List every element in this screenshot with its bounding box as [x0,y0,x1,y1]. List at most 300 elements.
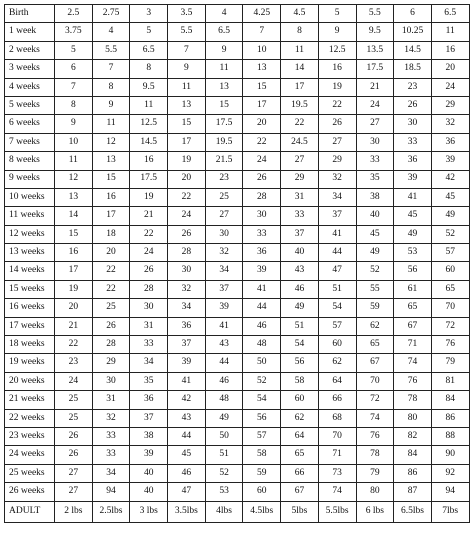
table-cell: 67 [281,483,319,501]
table-row [5,262,470,280]
table-row [5,225,470,243]
table-row [5,23,470,41]
table-cell: 37 [205,280,243,298]
table-cell: 40 [356,207,394,225]
table-cell: 9 [205,41,243,59]
table-cell: 19.5 [205,133,243,151]
table-cell: 80 [356,483,394,501]
table-cell: 26 [394,96,432,114]
table-cell: 22 [130,225,168,243]
table-cell: 39 [394,170,432,188]
table-cell: 60 [431,262,469,280]
row-label: 16 weeks [5,299,55,317]
table-cell: 27 [205,207,243,225]
table-cell: 13 [168,96,206,114]
table-cell: 6 [55,60,93,78]
table-cell: 62 [281,409,319,427]
table-cell: 49 [394,225,432,243]
row-label: 23 weeks [5,427,55,445]
table-row [5,280,470,298]
table-cell: 65 [281,446,319,464]
table-cell: 30 [394,115,432,133]
table-cell: 73 [318,464,356,482]
table-cell: 86 [431,409,469,427]
table-cell: 26 [168,225,206,243]
table-cell: 22 [92,262,130,280]
table-cell: 27 [55,464,93,482]
table-cell: 46 [243,317,281,335]
table-cell: 49 [356,244,394,262]
row-label: 1 week [5,23,55,41]
table-cell: 6 [394,5,432,23]
table-cell: 7lbs [431,501,469,522]
table-row [5,60,470,78]
table-cell: 16 [318,60,356,78]
table-cell: 34 [205,262,243,280]
table-cell: 3.5 [168,5,206,23]
table-cell: 3 [130,5,168,23]
table-cell: 27 [356,115,394,133]
table-cell: 59 [356,299,394,317]
table-cell: 11 [281,41,319,59]
table-cell: 4lbs [205,501,243,522]
table-cell: 41 [318,225,356,243]
table-cell: 2 lbs [55,501,93,522]
table-cell: 56 [394,262,432,280]
table-cell: 10 [55,133,93,151]
table-cell: 24.5 [281,133,319,151]
table-cell: 2.75 [92,5,130,23]
table-cell: 54 [243,391,281,409]
table-cell: 21 [130,207,168,225]
table-cell: 61 [394,280,432,298]
table-cell: 32 [92,409,130,427]
table-cell: 33 [356,152,394,170]
table-cell: 27 [281,152,319,170]
table-cell: 65 [394,299,432,317]
table-cell: 70 [431,299,469,317]
table-cell: 15 [55,225,93,243]
table-cell: 6 lbs [356,501,394,522]
table-cell: 2.5lbs [92,501,130,522]
table-cell: 28 [130,280,168,298]
table-cell: 13.5 [356,41,394,59]
table-cell: 36 [431,133,469,151]
row-label: 4 weeks [5,78,55,96]
row-label: 22 weeks [5,409,55,427]
table-cell: 45 [431,188,469,206]
table-row [5,78,470,96]
table-cell: 19.5 [281,96,319,114]
table-cell: 46 [205,372,243,390]
table-cell: 66 [281,464,319,482]
row-label: 9 weeks [5,170,55,188]
table-body [5,5,470,523]
table-cell: 8 [55,96,93,114]
table-row [5,170,470,188]
table-cell: 33 [243,225,281,243]
table-cell: 9 [168,60,206,78]
table-cell: 37 [281,225,319,243]
table-cell: 8 [92,78,130,96]
table-cell: 17.5 [205,115,243,133]
table-cell: 72 [356,391,394,409]
table-cell: 87 [394,483,432,501]
table-cell: 50 [243,354,281,372]
table-cell: 37 [168,336,206,354]
table-cell: 5.5lbs [318,501,356,522]
table-cell: 19 [55,280,93,298]
table-cell: 40 [130,483,168,501]
table-cell: 68 [318,409,356,427]
table-cell: 70 [356,372,394,390]
table-cell: 66 [318,391,356,409]
table-cell: 46 [281,280,319,298]
table-cell: 9 [318,23,356,41]
table-cell: 76 [394,372,432,390]
table-cell: 57 [431,244,469,262]
table-cell: 16 [55,244,93,262]
table-cell: 26 [318,115,356,133]
table-cell: 32 [168,280,206,298]
table-cell: 79 [431,354,469,372]
table-cell: 4 [205,5,243,23]
table-cell: 30 [205,225,243,243]
table-cell: 30 [168,262,206,280]
row-label: 14 weeks [5,262,55,280]
table-cell: 47 [168,483,206,501]
table-cell: 24 [130,244,168,262]
table-row [5,427,470,445]
table-cell: 36 [168,317,206,335]
table-cell: 27 [318,133,356,151]
table-cell: 41 [168,372,206,390]
table-cell: 13 [55,188,93,206]
table-cell: 45 [168,446,206,464]
table-cell: 56 [243,409,281,427]
table-cell: 34 [130,354,168,372]
table-row [5,115,470,133]
table-cell: 94 [431,483,469,501]
table-cell: 90 [431,446,469,464]
table-cell: 7 [55,78,93,96]
table-cell: 35 [130,372,168,390]
table-cell: 8 [281,23,319,41]
table-cell: 23 [205,170,243,188]
table-cell: 71 [318,446,356,464]
table-cell: 76 [356,427,394,445]
table-cell: 14 [55,207,93,225]
table-cell: 25 [92,299,130,317]
table-cell: 52 [243,372,281,390]
table-cell: 62 [318,354,356,372]
table-cell: 22 [92,280,130,298]
table-cell: 5.5 [356,5,394,23]
table-cell: 10.25 [394,23,432,41]
table-cell: 29 [92,354,130,372]
table-cell: 7 [243,23,281,41]
table-cell: 13 [92,152,130,170]
table-cell: 86 [394,464,432,482]
table-cell: 22 [243,133,281,151]
table-row [5,317,470,335]
table-cell: 76 [431,336,469,354]
weight-chart [4,4,470,523]
table-cell: 71 [394,336,432,354]
table-cell: 17 [281,78,319,96]
table-cell: 26 [55,446,93,464]
table-cell: 44 [168,427,206,445]
table-row [5,299,470,317]
table-cell: 5.5 [92,41,130,59]
table-cell: 74 [318,483,356,501]
table-cell: 33 [130,336,168,354]
table-cell: 19 [318,78,356,96]
table-cell: 43 [205,336,243,354]
table-cell: 49 [431,207,469,225]
table-cell: 30 [243,207,281,225]
table-cell: 5 [55,41,93,59]
table-cell: 34 [168,299,206,317]
table-cell: 24 [243,152,281,170]
table-row [5,96,470,114]
table-row [5,5,470,23]
table-cell: 5 [130,23,168,41]
table-row [5,41,470,59]
table-cell: 28 [243,188,281,206]
table-cell: 43 [168,409,206,427]
table-row [5,372,470,390]
table-cell: 20 [92,244,130,262]
table-row [5,391,470,409]
table-cell: 49 [281,299,319,317]
table-cell: 41 [205,317,243,335]
table-cell: 20 [168,170,206,188]
table-cell: 44 [243,299,281,317]
table-cell: 8 [130,60,168,78]
table-cell: 54 [318,299,356,317]
table-cell: 22 [281,115,319,133]
table-cell: 40 [281,244,319,262]
table-cell: 15 [205,96,243,114]
row-label: 3 weeks [5,60,55,78]
table-cell: 11 [92,115,130,133]
table-row [5,207,470,225]
table-cell: 70 [318,427,356,445]
table-cell: 26 [243,170,281,188]
table-cell: 26 [130,262,168,280]
row-label: Birth [5,5,55,23]
table-cell: 12 [92,133,130,151]
table-cell: 84 [431,391,469,409]
table-cell: 52 [356,262,394,280]
row-label: 5 weeks [5,96,55,114]
row-label: 20 weeks [5,372,55,390]
table-cell: 62 [356,317,394,335]
row-label: 25 weeks [5,464,55,482]
table-cell: 84 [394,446,432,464]
table-cell: 24 [168,207,206,225]
table-cell: 80 [394,409,432,427]
table-cell: 39 [243,262,281,280]
table-cell: 6.5 [431,5,469,23]
table-cell: 17 [55,262,93,280]
table-cell: 25 [55,391,93,409]
table-cell: 34 [318,188,356,206]
row-label: 10 weeks [5,188,55,206]
table-cell: 25 [205,188,243,206]
row-label: 17 weeks [5,317,55,335]
table-cell: 65 [431,280,469,298]
table-cell: 9.5 [356,23,394,41]
table-cell: 60 [318,336,356,354]
table-cell: 17 [168,133,206,151]
table-cell: 4.5lbs [243,501,281,522]
table-row [5,152,470,170]
table-cell: 44 [205,354,243,372]
table-cell: 33 [92,446,130,464]
table-cell: 36 [130,391,168,409]
row-label: 2 weeks [5,41,55,59]
table-cell: 48 [243,336,281,354]
table-cell: 24 [431,78,469,96]
table-cell: 9.5 [130,78,168,96]
table-cell: 36 [394,152,432,170]
table-cell: 5lbs [281,501,319,522]
table-cell: 38 [130,427,168,445]
table-row [5,409,470,427]
table-cell: 72 [431,317,469,335]
table-cell: 23 [55,354,93,372]
table-cell: 33 [394,133,432,151]
table-cell: 67 [356,354,394,372]
table-cell: 24 [356,96,394,114]
table-cell: 78 [394,391,432,409]
table-cell: 3.5lbs [168,501,206,522]
table-cell: 49 [205,409,243,427]
row-label: 24 weeks [5,446,55,464]
table-cell: 13 [243,60,281,78]
table-cell: 30 [92,372,130,390]
table-row [5,133,470,151]
table-cell: 57 [243,427,281,445]
table-cell: 44 [318,244,356,262]
table-cell: 12.5 [130,115,168,133]
table-cell: 29 [281,170,319,188]
table-cell: 65 [356,336,394,354]
row-label: 18 weeks [5,336,55,354]
table-cell: 13 [205,78,243,96]
table-cell: 29 [318,152,356,170]
table-cell: 56 [281,354,319,372]
table-row [5,464,470,482]
table-cell: 17.5 [356,60,394,78]
table-cell: 35 [356,170,394,188]
table-cell: 9 [92,96,130,114]
table-cell: 12 [55,170,93,188]
table-cell: 39 [431,152,469,170]
table-cell: 42 [168,391,206,409]
table-cell: 17.5 [130,170,168,188]
table-cell: 59 [243,464,281,482]
table-cell: 74 [394,354,432,372]
table-cell: 20 [55,299,93,317]
table-cell: 30 [130,299,168,317]
table-row [5,483,470,501]
table-cell: 17 [92,207,130,225]
table-cell: 41 [394,188,432,206]
table-cell: 22 [318,96,356,114]
table-cell: 40 [130,464,168,482]
table-cell: 15 [92,170,130,188]
table-cell: 19 [168,152,206,170]
table-cell: 42 [431,170,469,188]
table-cell: 39 [130,446,168,464]
table-cell: 11 [205,60,243,78]
table-cell: 17 [243,96,281,114]
table-cell: 18 [92,225,130,243]
table-cell: 2.5 [55,5,93,23]
table-cell: 31 [130,317,168,335]
table-cell: 46 [168,464,206,482]
table-cell: 81 [431,372,469,390]
table-cell: 53 [394,244,432,262]
table-cell: 11 [431,23,469,41]
table-cell: 22 [55,336,93,354]
table-cell: 31 [92,391,130,409]
table-cell: 24 [55,372,93,390]
table-cell: 52 [205,464,243,482]
table-cell: 4 [92,23,130,41]
table-cell: 82 [394,427,432,445]
table-cell: 4.5 [281,5,319,23]
table-cell: 43 [281,262,319,280]
table-cell: 32 [318,170,356,188]
table-cell: 26 [55,427,93,445]
table-cell: 10 [243,41,281,59]
table-cell: 22 [168,188,206,206]
table-cell: 55 [356,280,394,298]
table-cell: 37 [318,207,356,225]
table-cell: 41 [243,280,281,298]
table-cell: 21.5 [205,152,243,170]
row-label: ADULT [5,501,55,522]
table-cell: 7 [168,41,206,59]
table-cell: 11 [130,96,168,114]
table-cell: 25 [55,409,93,427]
table-cell: 23 [394,78,432,96]
row-label: 6 weeks [5,115,55,133]
table-cell: 74 [356,409,394,427]
table-cell: 54 [281,336,319,354]
table-cell: 51 [281,317,319,335]
table-cell: 57 [318,317,356,335]
table-cell: 27 [55,483,93,501]
table-row [5,336,470,354]
table-cell: 15 [168,115,206,133]
table-cell: 29 [431,96,469,114]
table-cell: 28 [168,244,206,262]
table-cell: 9 [55,115,93,133]
table-cell: 45 [394,207,432,225]
table-cell: 20 [243,115,281,133]
weight-table [4,4,470,523]
table-cell: 38 [356,188,394,206]
table-row [5,188,470,206]
table-cell: 20 [431,60,469,78]
table-row [5,244,470,262]
table-cell: 7 [92,60,130,78]
